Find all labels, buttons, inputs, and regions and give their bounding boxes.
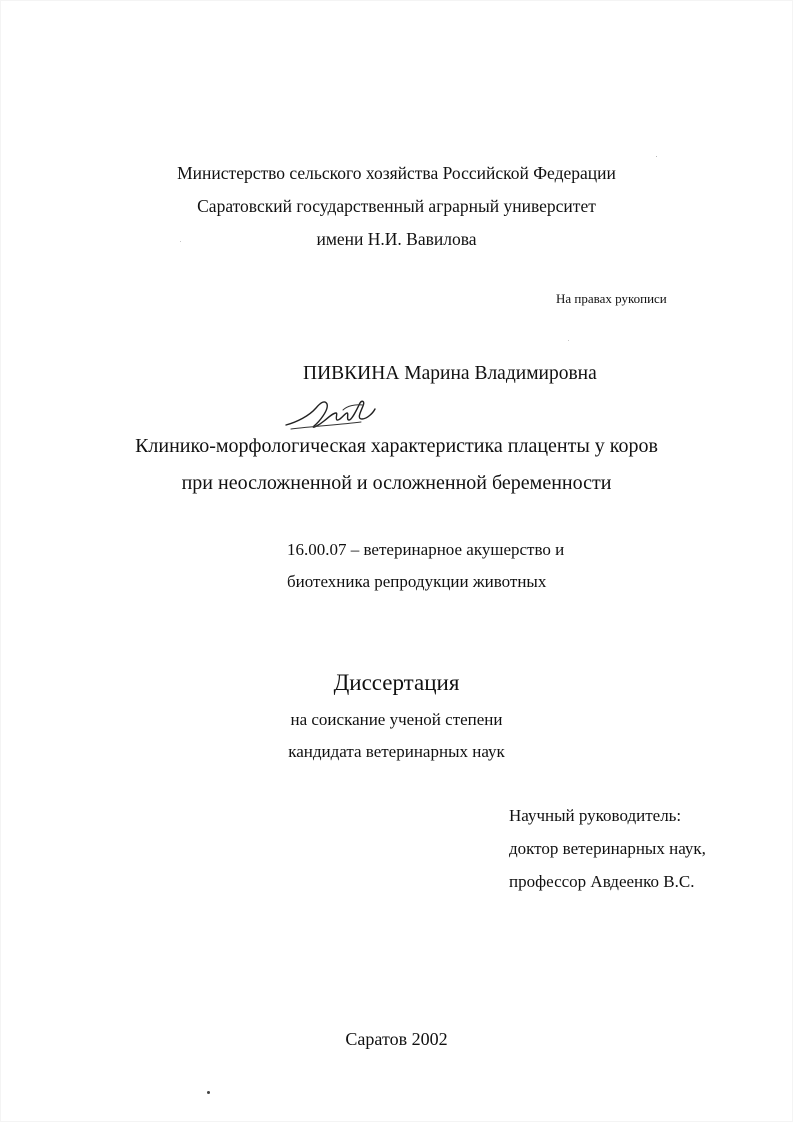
scan-speck (568, 340, 569, 341)
handwritten-signature-icon (283, 392, 379, 432)
scan-speck (180, 241, 181, 242)
thesis-title-line-2: при неосложненной и осложненной беременности (181, 472, 612, 494)
specialty-name-line: биотехника репродукции животных (287, 572, 547, 591)
dissertation-heading: Диссертация (333, 670, 460, 695)
scan-speck (656, 156, 657, 157)
thesis-title-line-1: Клинико-морфологическая характеристика плаценты у коров (135, 435, 658, 457)
scan-speck (207, 1091, 210, 1094)
manuscript-rights-note: На правах рукописи (556, 291, 667, 306)
supervisor-degree: доктор ветеринарных наук, (509, 839, 706, 858)
author-name: ПИВКИНА Марина Владимировна (303, 363, 597, 384)
university-named-after: имени Н.И. Вавилова (316, 229, 477, 249)
specialty-code-line: 16.00.07 – ветеринарное акушерство и (287, 540, 565, 559)
supervisor-label: Научный руководитель: (509, 806, 682, 825)
degree-line-2: кандидата ветеринарных наук (288, 742, 505, 761)
ministry-name: Министерство сельского хозяйства Российской Федерации (177, 163, 616, 183)
degree-line-1: на соискание ученой степени (290, 710, 503, 729)
city-year: Саратов 2002 (345, 1029, 448, 1049)
university-name: Саратовский государственный аграрный университет (197, 196, 596, 216)
supervisor-name: профессор Авдеенко В.С. (509, 872, 695, 891)
